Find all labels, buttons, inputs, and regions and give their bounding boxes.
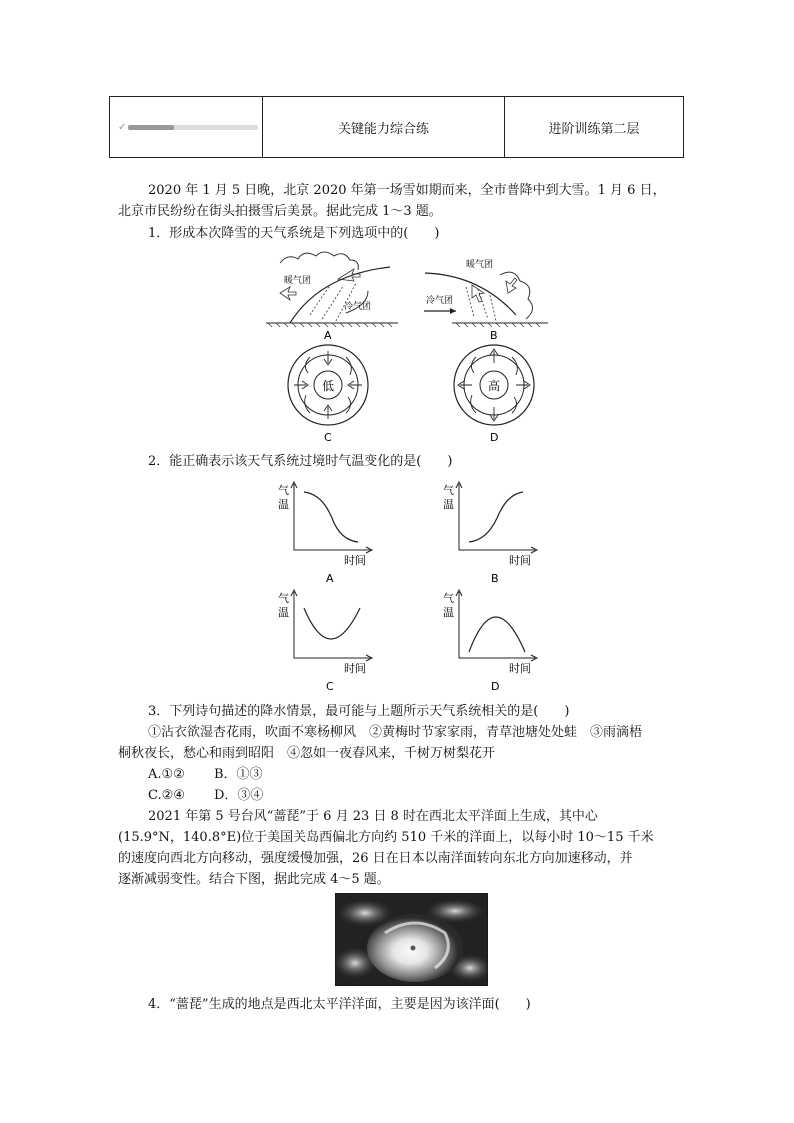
progress-fill — [128, 125, 174, 130]
y-label-bottom: 温 — [278, 606, 289, 619]
intro1-line2: 北京市民纷纷在街头拍摄雪后美景。据此完成 1～3 题。 — [118, 204, 442, 219]
intro2-line2: (15.9°N，140.8°E)位于美国关岛西偏北方向约 510 千米的洋面上，以每小时 10～15 千米 — [118, 830, 654, 845]
graph-label: A — [326, 572, 334, 585]
typhoon-satellite-image — [335, 893, 488, 986]
y-label-top: 气 — [278, 592, 289, 605]
temp-curve — [469, 492, 523, 542]
diagram-a-warm-front — [266, 252, 398, 342]
header-title: 关键能力综合练 — [262, 97, 504, 157]
c-label: C — [324, 431, 332, 444]
a-warm-label: 暖气团 — [284, 276, 312, 286]
temp-curve — [304, 608, 360, 639]
a-cold-label: 冷气团 — [344, 302, 372, 312]
y-label-top: 气 — [443, 592, 454, 605]
q2-stem: 2．能正确表示该天气系统过境时气温变化的是( ) — [148, 454, 453, 469]
x-label: 时间 — [344, 662, 366, 675]
q3-option-b[interactable]: B．①③ — [214, 767, 263, 782]
temp-graph-a — [278, 482, 372, 585]
temp-graph-b — [443, 482, 537, 585]
q3-option-d[interactable]: D．③④ — [214, 788, 264, 803]
x-label: 时间 — [344, 554, 366, 567]
intro2-line4: 逐渐减弱变性。结合下图，据此完成 4～5 题。 — [118, 872, 390, 887]
x-label: 时间 — [509, 662, 531, 675]
b-label: B — [490, 329, 498, 342]
a-label: A — [324, 329, 332, 342]
diagram-d-high-pressure — [454, 345, 534, 444]
q1-figure — [260, 245, 560, 445]
temp-curve — [469, 617, 525, 652]
b-cold-label: 冷气团 — [426, 296, 454, 306]
q3-option-a[interactable]: A.①② — [148, 767, 185, 782]
q4-stem: 4．“蔷琵”生成的地点是西北太平洋洋面，主要是因为该洋面( ) — [148, 997, 531, 1012]
diagram-c-low-pressure — [288, 345, 368, 444]
intro2-line1: 2021 年第 5 号台风“蔷琵”于 6 月 23 日 8 时在西北太平洋面上生成，其中心 — [148, 809, 598, 824]
header-subtitle: 进阶训练第二层 — [504, 97, 683, 157]
progress-bar — [128, 125, 258, 130]
temp-curve — [304, 492, 358, 542]
c-center-label: 低 — [322, 379, 335, 393]
q1-stem: 1．形成本次降雪的天气系统是下列选项中的( ) — [148, 226, 440, 241]
graph-label: D — [491, 680, 500, 692]
graph-label: C — [326, 680, 334, 692]
q3-line2: 桐秋夜长，愁心和雨到昭阳 ④忽如一夜春风来，千树万树梨花开 — [118, 746, 496, 761]
diagram-b-cold-front — [424, 258, 548, 342]
intro1-line1: 2020 年 1 月 5 日晚，北京 2020 年第一场雪如期而来，全市普降中到大雪。1 月 6 日， — [148, 183, 666, 198]
b-warm-label: 暖气团 — [466, 260, 494, 270]
axis — [294, 592, 370, 658]
y-label-top: 气 — [278, 484, 289, 497]
y-label-bottom: 温 — [278, 498, 289, 511]
y-label-bottom: 温 — [443, 498, 454, 511]
q3-line1: ①沾衣欲湿杏花雨，吹面不寒杨柳风 ②黄梅时节家家雨，青草池塘处处蛙 ③雨滴梧 — [148, 725, 643, 740]
d-label: D — [490, 431, 499, 444]
header-table — [109, 96, 684, 158]
q3-option-c[interactable]: C.②④ — [148, 788, 185, 803]
graph-label: B — [491, 572, 499, 585]
y-label-bottom: 温 — [443, 606, 454, 619]
y-label-top: 气 — [443, 484, 454, 497]
temp-graph-d — [443, 590, 537, 692]
intro2-line3: 的速度向西北方向移动，强度缓慢加强，26 日在日本以南洋面转向东北方向加速移动，并 — [118, 851, 633, 866]
q2-figure — [270, 478, 540, 692]
temp-graph-c — [278, 590, 372, 692]
q3-stem: 3．下列诗句描述的降水情景，最可能与上题所示天气系统相关的是( ) — [148, 704, 570, 719]
x-label: 时间 — [509, 554, 531, 567]
header-logo-cell — [110, 97, 262, 157]
d-center-label: 高 — [488, 379, 501, 393]
check-icon: ✓ — [118, 121, 127, 133]
